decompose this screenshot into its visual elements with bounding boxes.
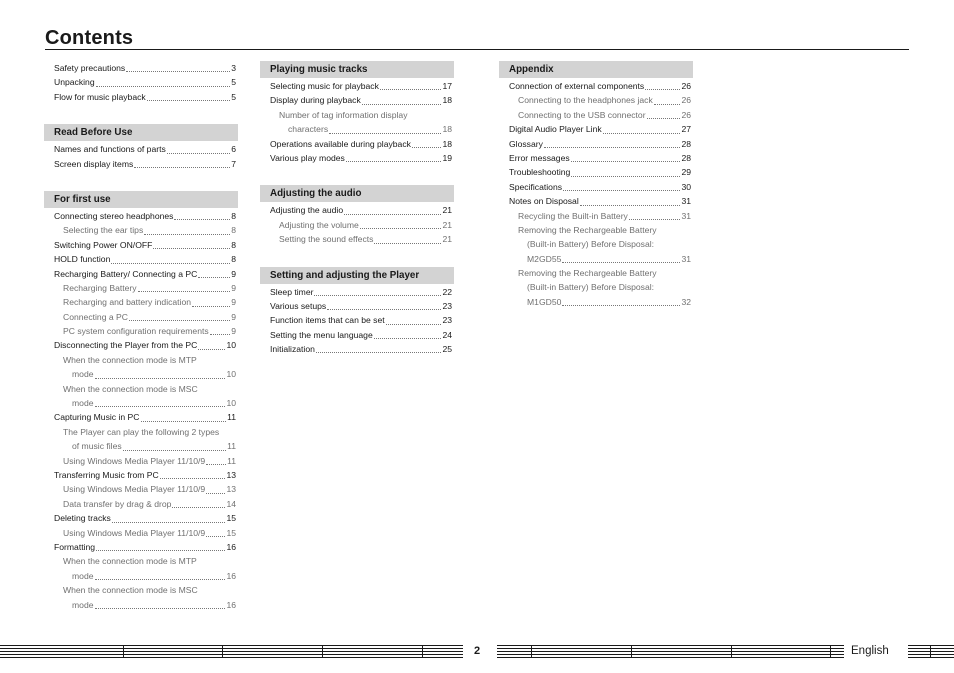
toc-entry-page: 5	[231, 91, 236, 102]
toc-entry-page: 31	[681, 196, 691, 207]
toc-entry-label: Function items that can be set	[270, 315, 385, 326]
toc-entry-label: Connection of external components	[509, 81, 645, 91]
toc-entry[interactable]	[509, 237, 691, 251]
toc-entry[interactable]	[509, 93, 691, 107]
toc-entry-label: Recycling the Built-in Battery	[518, 210, 628, 221]
toc-entry-page: 26	[681, 109, 691, 120]
toc-entry[interactable]	[54, 281, 236, 295]
toc-entry-label: mode	[72, 398, 94, 409]
toc-entry[interactable]	[54, 382, 236, 396]
dot-leader	[96, 550, 225, 551]
toc-entry-label: (Built-in Battery) Before Disposal:	[527, 282, 655, 293]
toc-column-1	[44, 61, 238, 612]
toc-entry-label: PC system configuration requirements	[63, 326, 209, 337]
toc-entry-page: 9	[231, 282, 236, 293]
toc-entry-page: 25	[442, 344, 452, 355]
dot-leader	[138, 291, 231, 292]
toc-entry[interactable]	[509, 151, 691, 165]
dot-leader	[571, 176, 680, 177]
section-header: For first use	[44, 191, 238, 208]
dot-leader	[374, 243, 441, 244]
dot-leader	[362, 104, 442, 105]
toc-entry-page: 10	[226, 398, 236, 409]
toc-entry-label: Formatting	[54, 541, 96, 552]
toc-entry-page: 22	[442, 286, 452, 297]
dot-leader	[172, 507, 225, 508]
dot-leader	[374, 338, 442, 339]
toc-entry-page: 27	[681, 124, 691, 135]
toc-entry-label: Various setups	[270, 300, 327, 311]
language-label: English	[851, 645, 889, 657]
toc-entry-page: 17	[442, 81, 452, 91]
toc-entry-label: Sleep timer	[270, 286, 314, 297]
toc-entry[interactable]	[54, 324, 236, 338]
toc-entry-page: 13	[226, 469, 236, 480]
toc-entry-page: 10	[226, 369, 236, 380]
dot-leader	[167, 153, 230, 154]
dot-leader	[95, 378, 226, 379]
footer-tick	[222, 645, 223, 658]
toc-entry-page: 9	[231, 311, 236, 322]
dot-leader	[360, 228, 442, 229]
footer-tick	[531, 645, 532, 658]
dot-leader	[174, 219, 230, 220]
dot-leader	[95, 579, 226, 580]
toc-entry-label: Selecting the ear tips	[63, 225, 144, 236]
dot-leader	[126, 71, 230, 72]
toc-entry[interactable]	[54, 367, 236, 381]
toc-entry-list	[44, 61, 238, 104]
toc-entry-page: 14	[226, 498, 236, 509]
toc-entry-label: Removing the Rechargeable Battery	[518, 224, 657, 235]
toc-entry-label: mode	[72, 369, 94, 380]
toc-entry[interactable]	[54, 295, 236, 309]
toc-entry[interactable]	[270, 122, 452, 136]
toc-entry[interactable]	[54, 142, 236, 156]
toc-entry-label: Using Windows Media Player 11/10/9	[63, 484, 206, 495]
toc-entry-label: The Player can play the following 2 types	[63, 426, 220, 437]
toc-entry-label: M2GD55	[527, 253, 562, 264]
dot-leader	[562, 305, 680, 306]
toc-entry-page: 26	[681, 81, 691, 91]
toc-entry-page: 26	[681, 95, 691, 106]
toc-entry-page: 8	[231, 210, 236, 221]
toc-entry[interactable]	[54, 75, 236, 89]
toc-entry[interactable]	[54, 209, 236, 223]
title-rule	[45, 49, 909, 50]
page-number: 2	[473, 645, 481, 657]
toc-entry-page: 15	[226, 527, 236, 538]
toc-entry-page: 15	[226, 513, 236, 524]
toc-entry-label: Connecting to the USB connector	[518, 109, 646, 120]
toc-entry[interactable]	[509, 280, 691, 294]
toc-entry-page: 18	[442, 95, 452, 106]
toc-entry[interactable]	[509, 266, 691, 280]
toc-entry-label: Data transfer by drag & drop	[63, 498, 172, 509]
toc-entry[interactable]	[270, 218, 452, 232]
toc-entry-page: 8	[231, 239, 236, 250]
footer-rule-middle	[497, 645, 844, 658]
toc-entry-page: 3	[231, 63, 236, 73]
toc-entry[interactable]	[54, 353, 236, 367]
dot-leader	[129, 320, 230, 321]
toc-entry-label: Names and functions of parts	[54, 144, 166, 155]
dot-leader	[603, 133, 681, 134]
toc-entry[interactable]	[54, 526, 236, 540]
dot-leader	[562, 262, 680, 263]
toc-entry-label: HOLD function	[54, 254, 111, 265]
toc-entry[interactable]	[509, 194, 691, 208]
dot-leader	[147, 100, 231, 101]
toc-entry-label: Display during playback	[270, 95, 361, 106]
toc-entry[interactable]	[54, 540, 236, 554]
toc-entry-page: 28	[681, 138, 691, 149]
toc-entry-page: 23	[442, 315, 452, 326]
toc-entry-label: Connecting to the headphones jack	[518, 95, 653, 106]
toc-entry-label: Recharging Battery/ Connecting a PC	[54, 268, 198, 279]
section-header: Setting and adjusting the Player	[260, 267, 454, 284]
toc-entry-page: 21	[442, 234, 452, 245]
toc-entry-label: Removing the Rechargeable Battery	[518, 268, 657, 279]
toc-entry-label: Adjusting the audio	[270, 205, 344, 216]
toc-entry-label: When the connection mode is MTP	[63, 354, 197, 365]
toc-entry[interactable]	[509, 165, 691, 179]
toc-entry-list	[260, 285, 454, 357]
toc-entry-page: 7	[231, 158, 236, 169]
toc-entry-label: Various play modes	[270, 152, 345, 163]
toc-entry-label: Glossary	[509, 138, 543, 149]
toc-entry[interactable]	[270, 342, 452, 356]
toc-entry-label: Notes on Disposal	[509, 196, 579, 207]
dot-leader	[647, 118, 681, 119]
toc-entry[interactable]	[509, 180, 691, 194]
toc-entry-label: Deleting tracks	[54, 513, 111, 524]
toc-entry-label: Setting the sound effects	[279, 234, 374, 245]
toc-entry-page: 18	[442, 124, 452, 135]
toc-entry-label: Specifications	[509, 181, 563, 192]
toc-entry-page: 31	[681, 210, 691, 221]
dot-leader	[206, 464, 226, 465]
toc-entry-page: 11	[227, 455, 236, 466]
toc-entry[interactable]	[509, 295, 691, 309]
toc-entry-label: Setting the menu language	[270, 329, 373, 340]
dot-leader	[544, 147, 681, 148]
dot-leader	[112, 522, 226, 523]
dot-leader	[571, 161, 681, 162]
toc-entry[interactable]	[54, 425, 236, 439]
toc-entry-label: Screen display items	[54, 158, 134, 169]
toc-entry[interactable]	[54, 554, 236, 568]
dot-leader	[580, 205, 681, 206]
toc-entry[interactable]	[54, 439, 236, 453]
toc-entry-list	[499, 79, 693, 309]
dot-leader	[144, 234, 230, 235]
toc-entry[interactable]	[509, 108, 691, 122]
page-title: Contents	[45, 27, 134, 49]
footer-tick	[930, 645, 931, 658]
footer-tick	[631, 645, 632, 658]
toc-entry-page: 23	[442, 300, 452, 311]
section-header: Read Before Use	[44, 124, 238, 141]
toc-entry-label: Number of tag information display	[279, 109, 408, 120]
toc-entry[interactable]	[54, 267, 236, 281]
toc-entry[interactable]	[54, 497, 236, 511]
dot-leader	[96, 86, 231, 87]
dot-leader	[134, 167, 230, 168]
toc-entry[interactable]	[509, 223, 691, 237]
toc-entry-label: When the connection mode is MSC	[63, 383, 198, 394]
toc-entry[interactable]	[270, 203, 452, 217]
toc-entry-page: 13	[226, 484, 236, 495]
toc-entry-page: 32	[681, 296, 691, 307]
toc-entry[interactable]	[509, 79, 691, 93]
toc-entry-page: 28	[681, 152, 691, 163]
toc-entry-page: 16	[226, 541, 236, 552]
dot-leader	[206, 536, 225, 537]
toc-entry[interactable]	[270, 285, 452, 299]
toc-entry[interactable]	[54, 223, 236, 237]
dot-leader	[192, 306, 230, 307]
toc-entry[interactable]	[54, 482, 236, 496]
toc-entry[interactable]	[270, 299, 452, 313]
toc-entry-page: 18	[442, 138, 452, 149]
toc-entry[interactable]	[54, 157, 236, 171]
dot-leader	[316, 352, 442, 353]
toc-entry-label: Initialization	[270, 344, 315, 355]
toc-entry-label: Disconnecting the Player from the PC	[54, 340, 198, 351]
dot-leader	[386, 324, 442, 325]
dot-leader	[160, 478, 226, 479]
toc-entry-page: 19	[442, 152, 452, 163]
toc-entry-page: 9	[231, 297, 236, 308]
toc-entry[interactable]	[270, 137, 452, 151]
toc-entry-label: mode	[72, 599, 94, 610]
toc-entry-label: mode	[72, 570, 94, 581]
toc-entry-label: of music files	[72, 441, 122, 452]
toc-entry-label: Recharging and battery indication	[63, 297, 192, 308]
toc-entry-label: Using Windows Media Player 11/10/9	[63, 527, 206, 538]
toc-entry[interactable]	[270, 93, 452, 107]
toc-entry-label: When the connection mode is MSC	[63, 585, 198, 596]
dot-leader	[198, 277, 230, 278]
dot-leader	[95, 406, 226, 407]
toc-entry-label: Troubleshooting	[509, 167, 571, 178]
dot-leader	[95, 608, 226, 609]
toc-entry-page: 30	[681, 181, 691, 192]
toc-entry-page: 16	[226, 570, 236, 581]
dot-leader	[629, 219, 681, 220]
dot-leader	[327, 309, 441, 310]
dot-leader	[346, 161, 442, 162]
toc-entry[interactable]	[54, 468, 236, 482]
toc-entry[interactable]	[54, 396, 236, 410]
toc-entry-label: Adjusting the volume	[279, 219, 359, 230]
toc-entry[interactable]	[54, 252, 236, 266]
toc-entry-label: Flow for music playback	[54, 91, 146, 102]
toc-entry[interactable]	[270, 313, 452, 327]
toc-entry-label: Connecting a PC	[63, 311, 128, 322]
section-header: Appendix	[499, 61, 693, 78]
toc-entry[interactable]	[270, 151, 452, 165]
toc-entry[interactable]	[54, 454, 236, 468]
toc-entry-label: Switching Power ON/OFF	[54, 239, 153, 250]
toc-entry[interactable]	[54, 90, 236, 104]
dot-leader	[654, 104, 681, 105]
toc-entry-label: Error messages	[509, 152, 570, 163]
footer-tick	[123, 645, 124, 658]
toc-entry[interactable]	[54, 238, 236, 252]
dot-leader	[314, 295, 441, 296]
section-header: Adjusting the audio	[260, 185, 454, 202]
toc-entry[interactable]	[509, 209, 691, 223]
toc-entry-page: 24	[442, 329, 452, 340]
toc-entry[interactable]	[54, 310, 236, 324]
toc-entry[interactable]	[270, 328, 452, 342]
toc-entry[interactable]	[54, 511, 236, 525]
dot-leader	[141, 421, 227, 422]
dot-leader	[210, 334, 231, 335]
toc-entry-list	[44, 142, 238, 171]
toc-entry-page: 8	[231, 254, 236, 265]
toc-entry[interactable]	[54, 583, 236, 597]
toc-entry-label: Capturing Music in PC	[54, 412, 140, 423]
toc-entry-label: Unpacking	[54, 77, 95, 88]
toc-entry-label: characters	[288, 124, 329, 135]
toc-entry[interactable]	[270, 108, 452, 122]
toc-entry[interactable]	[509, 252, 691, 266]
toc-entry-page: 31	[681, 253, 691, 264]
toc-entry-label: When the connection mode is MTP	[63, 556, 197, 567]
footer-tick	[422, 645, 423, 658]
toc-column-3	[499, 61, 693, 309]
toc-entry[interactable]	[270, 232, 452, 246]
toc-entry-page: 10	[226, 340, 236, 351]
toc-entry[interactable]	[509, 137, 691, 151]
toc-entry[interactable]	[270, 79, 452, 93]
toc-entry-label: Using Windows Media Player 11/10/9	[63, 455, 206, 466]
toc-entry-page: 11	[227, 441, 236, 452]
footer-rule-left	[0, 645, 463, 658]
toc-entry-label: Safety precautions	[54, 63, 126, 73]
toc-entry-page: 5	[231, 77, 236, 88]
toc-entry-list	[44, 209, 238, 612]
toc-entry[interactable]	[54, 410, 236, 424]
dot-leader	[380, 89, 442, 90]
toc-entry-page: 16	[226, 599, 236, 610]
toc-entry[interactable]	[54, 338, 236, 352]
section-header: Playing music tracks	[260, 61, 454, 78]
toc-entry-page: 21	[442, 219, 452, 230]
toc-entry-page: 8	[231, 225, 236, 236]
footer-rule-right	[908, 645, 954, 658]
toc-entry-list	[260, 203, 454, 246]
toc-entry-label: Digital Audio Player Link	[509, 124, 602, 135]
toc-entry-page: 21	[442, 205, 452, 216]
toc-entry-label: M1GD50	[527, 296, 562, 307]
dot-leader	[206, 493, 225, 494]
toc-entry-page: 9	[231, 268, 236, 279]
dot-leader	[198, 349, 225, 350]
toc-entry-label: Transferring Music from PC	[54, 469, 159, 480]
toc-entry[interactable]	[54, 61, 236, 75]
toc-entry-page: 6	[231, 144, 236, 155]
footer-tick	[830, 645, 831, 658]
dot-leader	[153, 248, 230, 249]
dot-leader	[645, 89, 680, 90]
toc-entry-label: Operations available during playback	[270, 138, 411, 149]
toc-entry[interactable]	[54, 569, 236, 583]
toc-entry-list	[260, 79, 454, 165]
toc-entry-label: Connecting stereo headphones	[54, 210, 174, 221]
toc-entry[interactable]	[54, 598, 236, 612]
footer-tick	[731, 645, 732, 658]
dot-leader	[111, 263, 230, 264]
toc-entry-label: Recharging Battery	[63, 282, 137, 293]
dot-leader	[563, 190, 680, 191]
dot-leader	[329, 133, 441, 134]
dot-leader	[123, 450, 226, 451]
toc-entry-label: (Built-in Battery) Before Disposal:	[527, 239, 655, 250]
toc-entry-label: Selecting music for playback	[270, 81, 379, 91]
footer-tick	[322, 645, 323, 658]
toc-entry-page: 11	[227, 412, 236, 423]
toc-entry[interactable]	[509, 122, 691, 136]
dot-leader	[344, 214, 441, 215]
dot-leader	[412, 147, 442, 148]
toc-entry-page: 9	[231, 326, 236, 337]
toc-column-2	[260, 61, 454, 356]
toc-entry-page: 29	[681, 167, 691, 178]
